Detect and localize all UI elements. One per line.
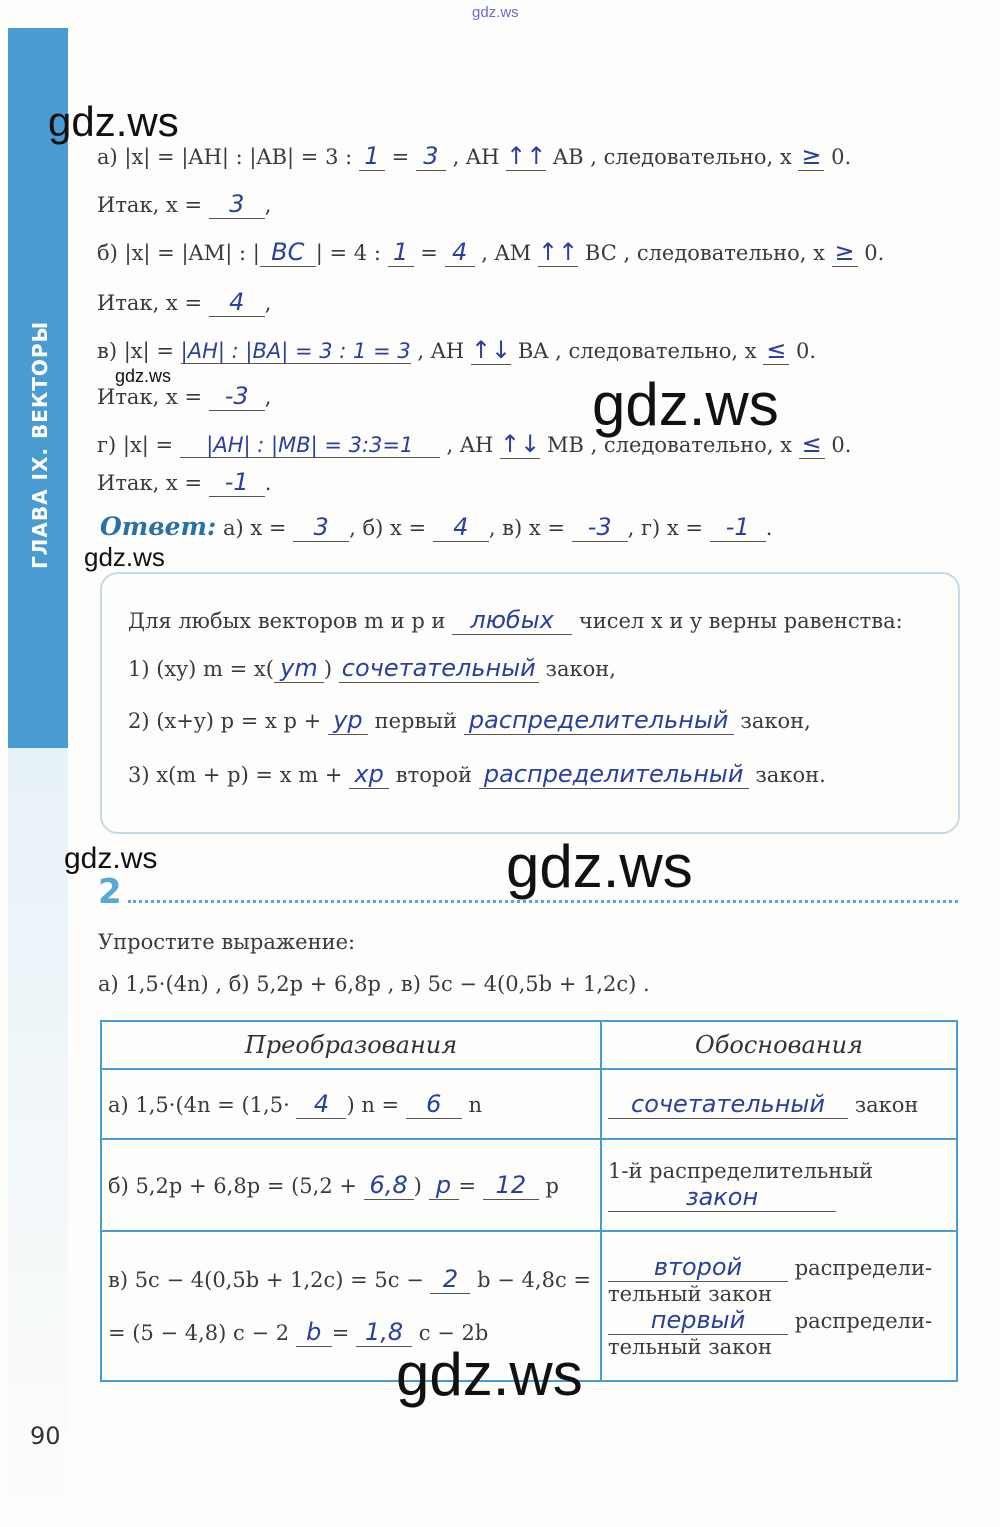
- solution-table: [100, 1020, 958, 1382]
- header-justifications: Обоснования: [601, 1021, 957, 1069]
- table-row: [101, 1069, 957, 1139]
- table-header: [101, 1021, 957, 1069]
- header-transformations: Преобразования: [101, 1021, 601, 1069]
- watermark-2: gdz.ws: [115, 366, 172, 386]
- task1-answer: Ответ: а) x = 3 , б) x = 4 , в) x = -3 , г) x = -1 .: [100, 512, 773, 541]
- sidebar-fade: [8, 748, 68, 1508]
- table-row: [101, 1139, 957, 1231]
- page-number: 90: [30, 1422, 61, 1450]
- watermark-4: gdz.ws: [84, 542, 165, 572]
- rule-1: 1) (xy) m = x( ym ) сочетательный закон,: [128, 654, 616, 682]
- task1-v: в) |x| = |AH| : |BA| = 3 : 1 = 3 , AH ↑↓ BA , следовательно, x ≤ 0.: [97, 336, 816, 364]
- rule-intro: Для любых векторов m и p и любых чисел x и y верны равенства:: [128, 606, 903, 634]
- task1-v-result: Итак, x = -3 ,: [97, 382, 272, 410]
- row-b-justification: 1-й распределительный закон: [601, 1139, 957, 1231]
- task1-b: б) |x| = |AM| : | BC | = 4 : 1 = 4 , AM ↑↑ BC , следовательно, x ≥ 0.: [97, 238, 885, 266]
- rule-2: 2) (x+y) p = x p + yp первый распределительный закон,: [128, 706, 811, 734]
- task1-a: а) |x| = |AH| : |AB| = 3 : 1 = 3 , AH ↑↑ AB , следовательно, x ≥ 0.: [97, 142, 852, 170]
- row-a-transform: а) 1,5·(4n = (1,5· 4 ) n = 6 n: [101, 1069, 601, 1139]
- task2-items: а) 1,5·(4n) , б) 5,2p + 6,8p , в) 5c − 4(0,5b + 1,2c) .: [98, 972, 650, 996]
- task1-a-result: Итак, x = 3 ,: [97, 190, 272, 218]
- watermark-1: gdz.ws: [48, 98, 179, 145]
- rule-3: 3) x(m + p) = x m + xp второй распределительный закон.: [128, 760, 826, 788]
- watermark-6: gdz.ws: [506, 833, 693, 900]
- row-a-justification: сочетательный закон: [601, 1069, 957, 1139]
- row-b-transform: б) 5,2p + 6,8p = (5,2 + 6,8 ) p = 12 p: [101, 1139, 601, 1231]
- task2-prompt: Упростите выражение:: [98, 930, 356, 954]
- watermark-7: gdz.ws: [396, 1341, 583, 1408]
- task1-g-result: Итак, x = -1 .: [97, 468, 272, 496]
- task1-b-result: Итак, x = 4 ,: [97, 288, 272, 316]
- row-v-transform: в) 5c − 4(0,5b + 1,2c) = 5c − 2 b − 4,8c = = (5 − 4,8) c − 2 b = 1,8 c − 2b: [101, 1231, 601, 1381]
- task-number: 2: [98, 872, 122, 912]
- chapter-title: ГЛАВА IX. ВЕКТОРЫ: [28, 320, 52, 570]
- watermark-5: gdz.ws: [64, 842, 158, 875]
- task1-g: г) |x| = |AH| : |MB| = 3:3=1 , AH ↑↓ MB , следовательно, x ≤ 0.: [97, 430, 852, 458]
- row-v-justification: второй распредели- тельный закон первый распредели- тельный закон: [601, 1231, 957, 1381]
- watermark-3: gdz.ws: [592, 371, 779, 438]
- watermark-top: gdz.ws: [472, 4, 519, 21]
